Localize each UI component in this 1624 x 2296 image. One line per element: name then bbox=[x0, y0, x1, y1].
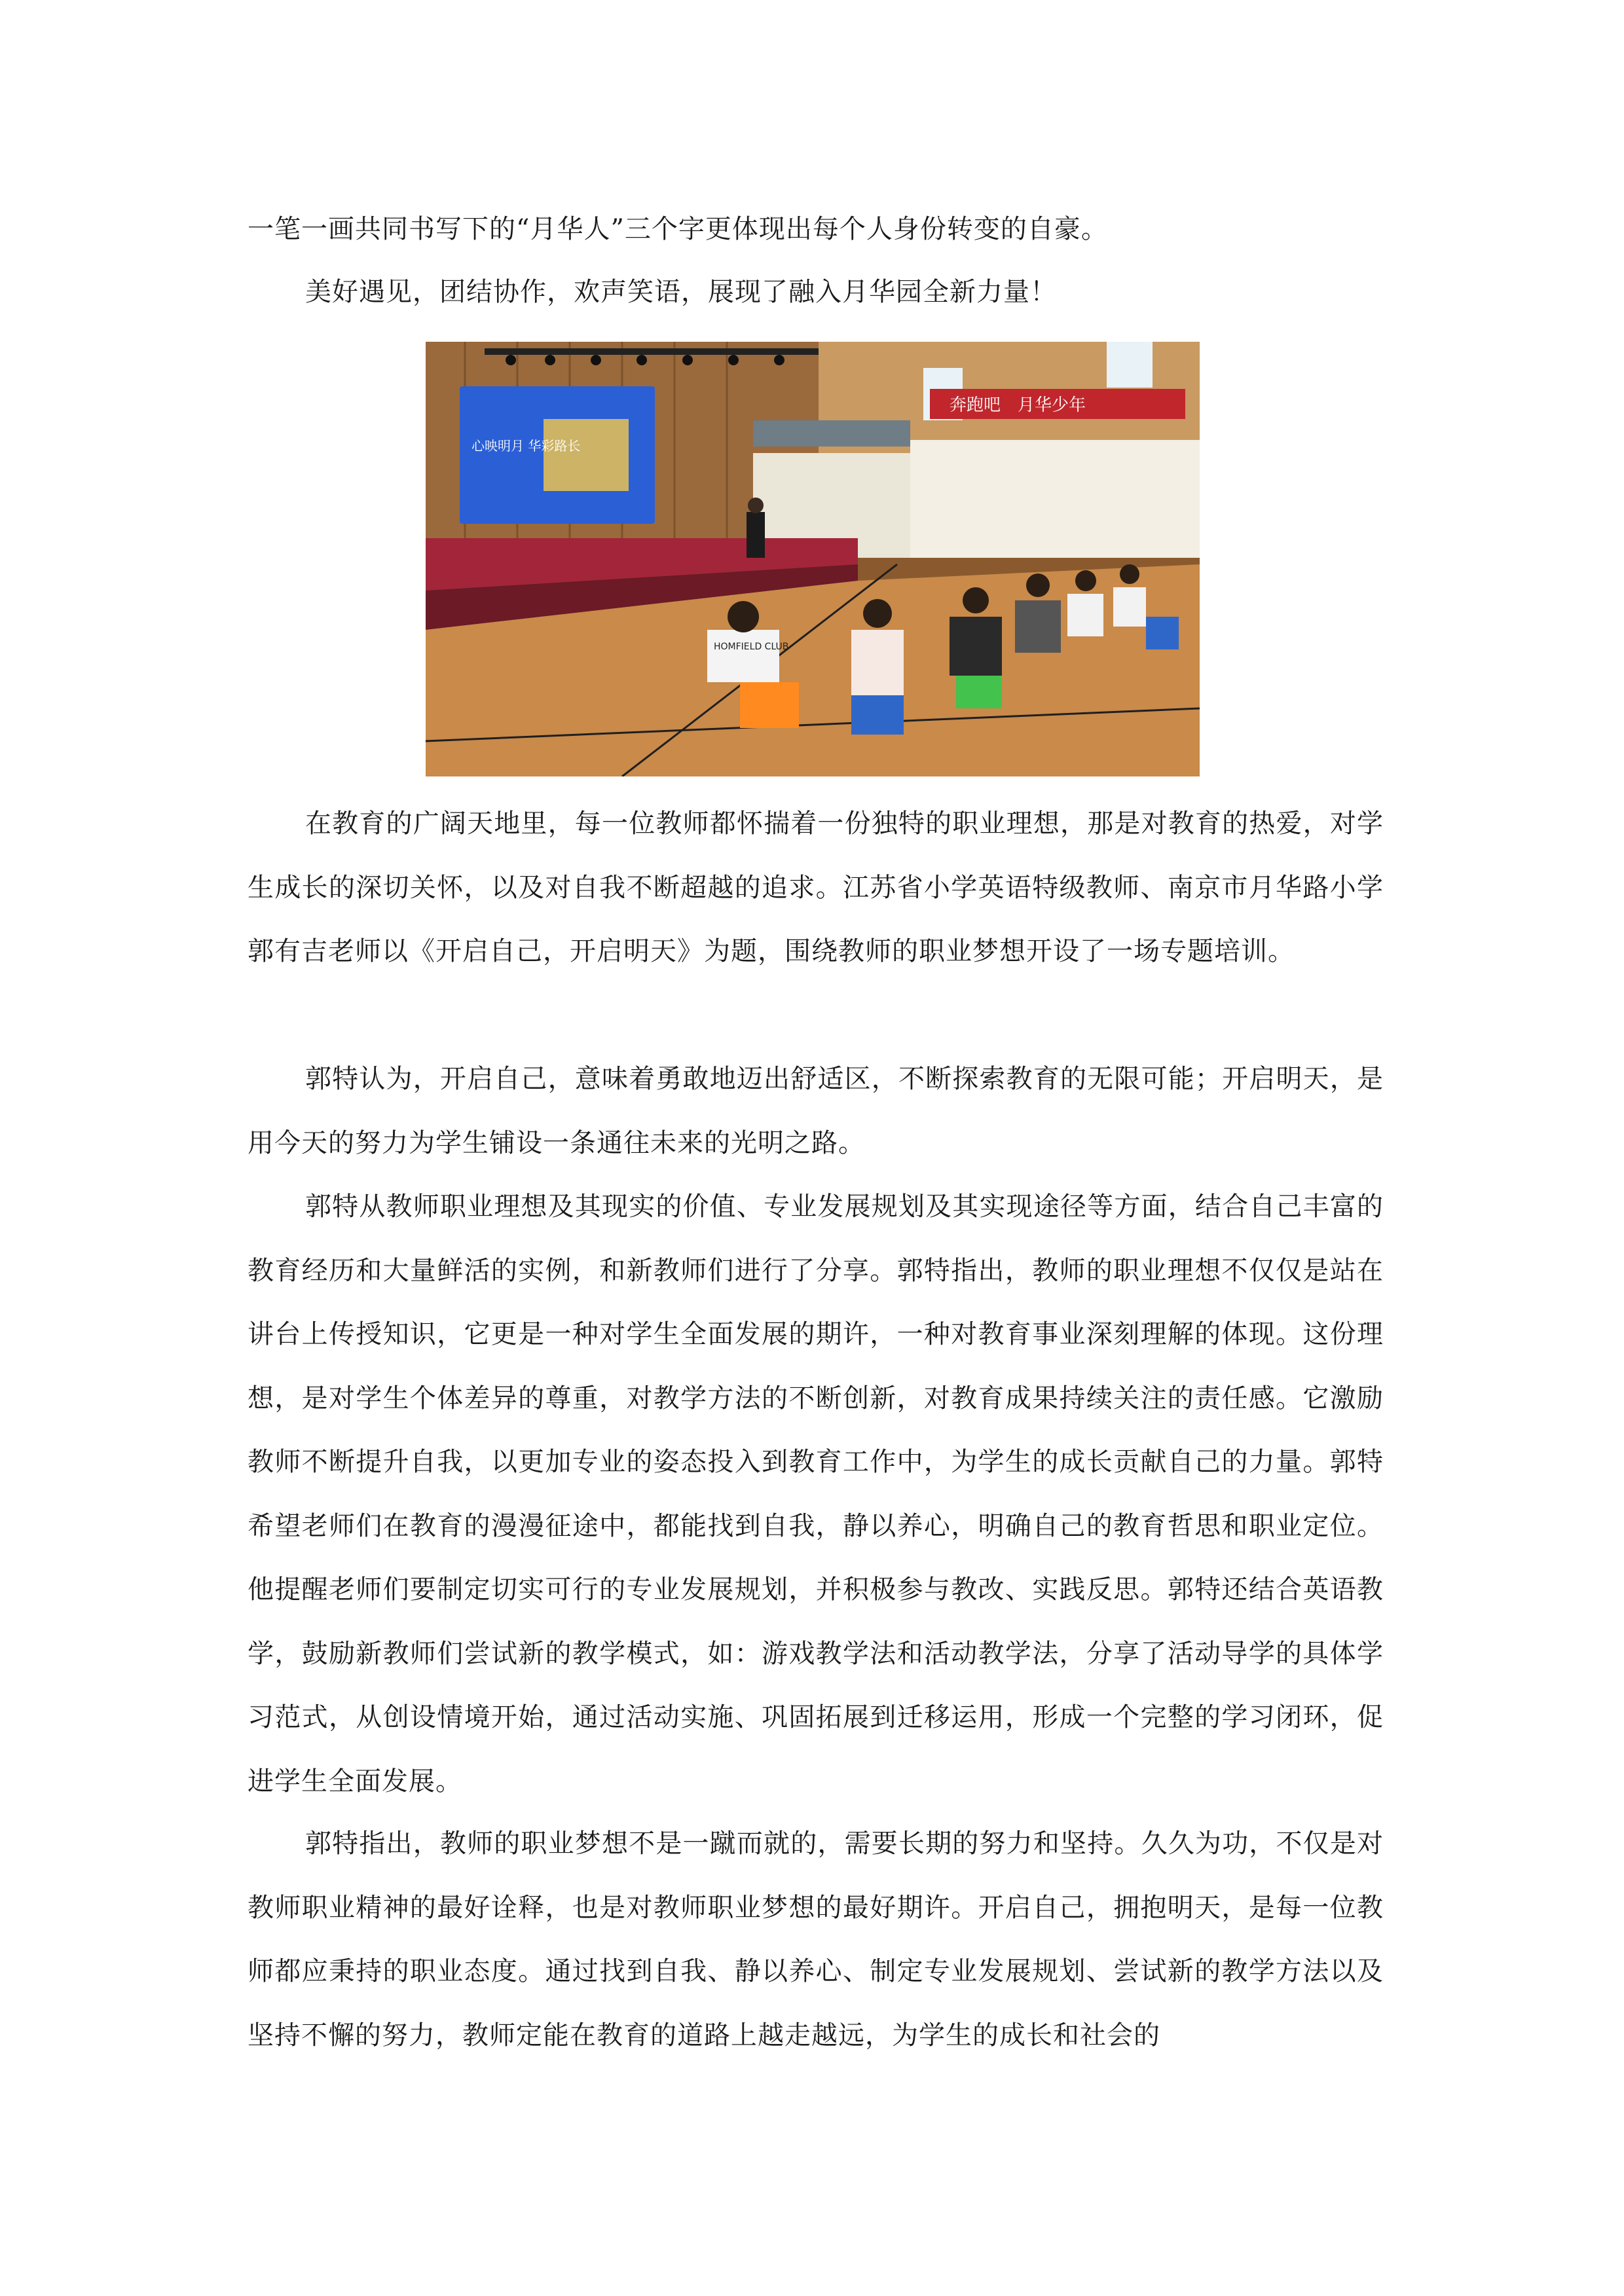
paragraph-2: 美好遇见，团结协作，欢声笑语，展现了融入月华园全新力量！ bbox=[305, 277, 1057, 307]
screen-title: 心映明月 华彩路长 bbox=[471, 438, 581, 454]
paragraph-4: 郭特认为，开启自己，意味着勇敢地迈出舒适区，不断探索教育的无限可能；开启明天，是用今天的努力为学生铺设一条通往未来的光明之路。 bbox=[248, 1064, 1384, 1158]
paragraph-1: 一笔一画共同书写下的“月华人”三个字更体现出每个人身份转变的自豪。 bbox=[248, 214, 1108, 244]
training-event-photo bbox=[426, 342, 1200, 776]
paragraph-5: 郭特从教师职业理想及其现实的价值、专业发展规划及其实现途径等方面，结合自己丰富的教育经历和大量鲜活的实例，和新教师们进行了分享。郭特指出，教师的职业理想不仅仅是站在讲台上传授知识，它更是一种对学生全面发展的期许，一种对教育事业深刻理解的体现。这份理想，是对学生个体差异的尊重，对教学方法的不断创新，对教育成果持续关注的责任感。它激励教师不断提升自我，以更加专业的姿态投入到教育工作中，为学生的成长贡献自己的力量。郭特希望老师们在教育的漫漫征途中，都能找到自我，静以养心，明确自己的教育哲思和职业定位。他提醒老师们要制定切实可行的专业发展规划，并积极参与教改、实践反思。郭特还结合英语教学，鼓励新教师们尝试新的教学模式，如：游戏教学法和活动教学法，分享了活动导学的具体学习范式，从创设情境开始，通过活动实施、巩固拓展到迁移运用，形成一个完整的学习闭环，促进学生全面发展。 bbox=[248, 1192, 1384, 1796]
paragraph-3: 在教育的广阔天地里，每一位教师都怀揣着一份独特的职业理想，那是对教育的热爱，对学生成长的深切关怀，以及对自我不断超越的追求。江苏省小学英语特级教师、南京市月华路小学郭有吉老师以《开启自己，开启明天》为题，围绕教师的职业梦想开设了一场专题培训。 bbox=[248, 809, 1384, 966]
banner-text: 奔跑吧 月华少年 bbox=[950, 395, 1086, 415]
shirt-text: HOMFIELD CLUB bbox=[714, 642, 789, 652]
paragraph-6: 郭特指出，教师的职业梦想不是一蹴而就的，需要长期的努力和坚持。久久为功，不仅是对教师职业精神的最好诠释，也是对教师职业梦想的最好期许。开启自己，拥抱明天，是每一位教师都应秉持的职业态度。通过找到自我、静以养心、制定专业发展规划、尝试新的教学方法以及坚持不懈的努力，教师定能在教育的道路上越走越远，为学生的成长和社会的 bbox=[248, 1829, 1384, 2050]
